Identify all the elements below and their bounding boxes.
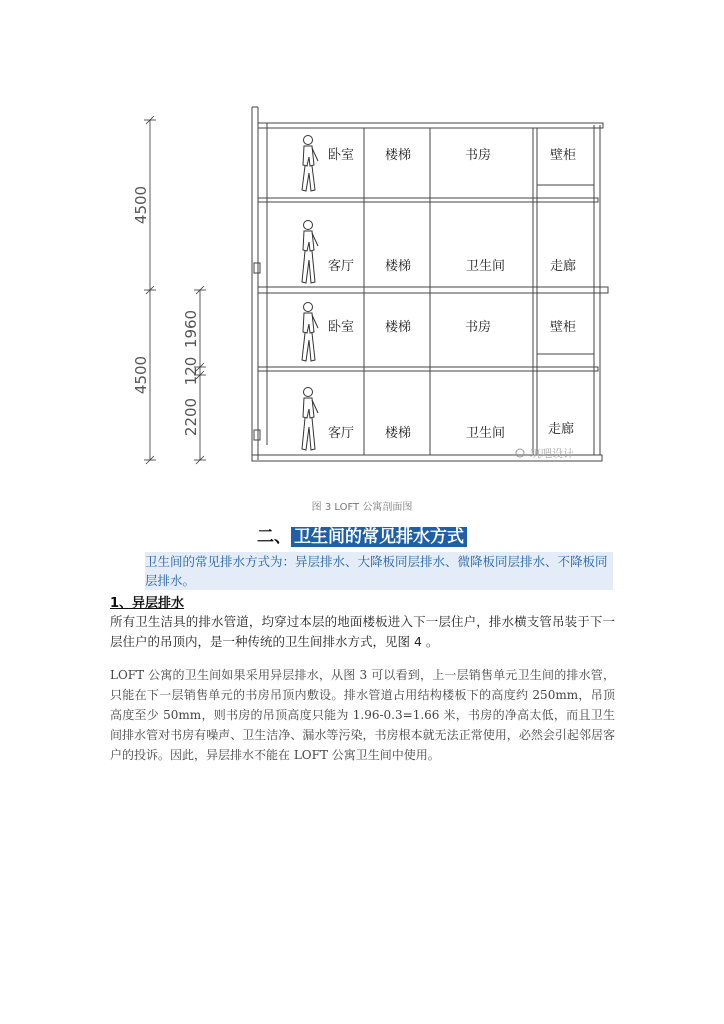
section-drawing (120, 95, 620, 480)
summary-text: 卫生间的常见排水方式为：异层排水、大降板同层排水、微降板同层排水、不降板同层排水。 (145, 552, 613, 590)
room-label: 卧室 (328, 320, 355, 335)
room-label: 卫生间 (466, 426, 506, 441)
room-label: 书房 (465, 148, 492, 163)
section-heading-prefix: 二、 (257, 527, 291, 547)
wechat-icon (516, 449, 524, 457)
dimension-labels (132, 186, 200, 436)
watermark-text: 筑吧设计 (530, 447, 574, 460)
room-label: 壁柜 (550, 320, 577, 335)
dimension-1960: 1960 (182, 309, 200, 349)
room-label: 卫生间 (466, 259, 506, 274)
person-icon (302, 136, 318, 192)
room-label: 楼梯 (385, 259, 412, 274)
room-label: 楼梯 (385, 148, 412, 163)
room-label: 走廊 (550, 259, 577, 274)
paragraph-2: LOFT 公寓的卫生间如果采用异层排水，从图 3 可以看到，上一层销售单元卫生间的排水管，只能在下一层销售单元的书房吊顶内敷设。排水管道占用结构楼板下的高度约 250mm，吊顶高度至少 50mm，则书房的吊顶高度只能为 1.96-0.3=1.66 米，书房的净高太低，而且卫生间排水管对书房有噪声、卫生洁净、漏水等污染，书房根本就无法正常使用，必然会引起邻居客户的投诉。因此，异层排水不能在 LOFT 公寓卫生间中使用。 (110, 668, 615, 762)
section-heading-highlight: 卫生间的常见排水方式 (291, 527, 467, 547)
room-label: 楼梯 (385, 426, 412, 441)
section-heading (0, 522, 724, 547)
person-icon (302, 221, 318, 284)
person-icon (302, 388, 318, 451)
dimension-upper: 4500 (132, 185, 150, 225)
room-label: 客厅 (328, 259, 355, 274)
room-label: 壁柜 (550, 148, 577, 163)
dimension-lower: 4500 (132, 355, 150, 395)
dimension-120: 120 (182, 356, 200, 386)
watermark (516, 446, 574, 460)
dimension-2200: 2200 (182, 397, 200, 437)
person-icon (302, 303, 318, 362)
room-label: 书房 (465, 320, 492, 335)
paragraph-1: 所有卫生洁具的排水管道，均穿过本层的地面楼板进入下一层住户，排水横支管吊装于下一层住户的吊顶内，是一种传统的卫生间排水方式，见图 4 。 (110, 614, 615, 649)
room-label: 客厅 (328, 426, 355, 441)
room-label: 楼梯 (385, 320, 412, 335)
room-labels (328, 147, 576, 441)
room-label: 卧室 (328, 148, 355, 163)
subheading: 1、异层排水 (110, 596, 185, 611)
room-label: 走廊 (548, 422, 575, 437)
figure-caption: 图 3 LOFT 公寓剖面图 (311, 502, 413, 513)
